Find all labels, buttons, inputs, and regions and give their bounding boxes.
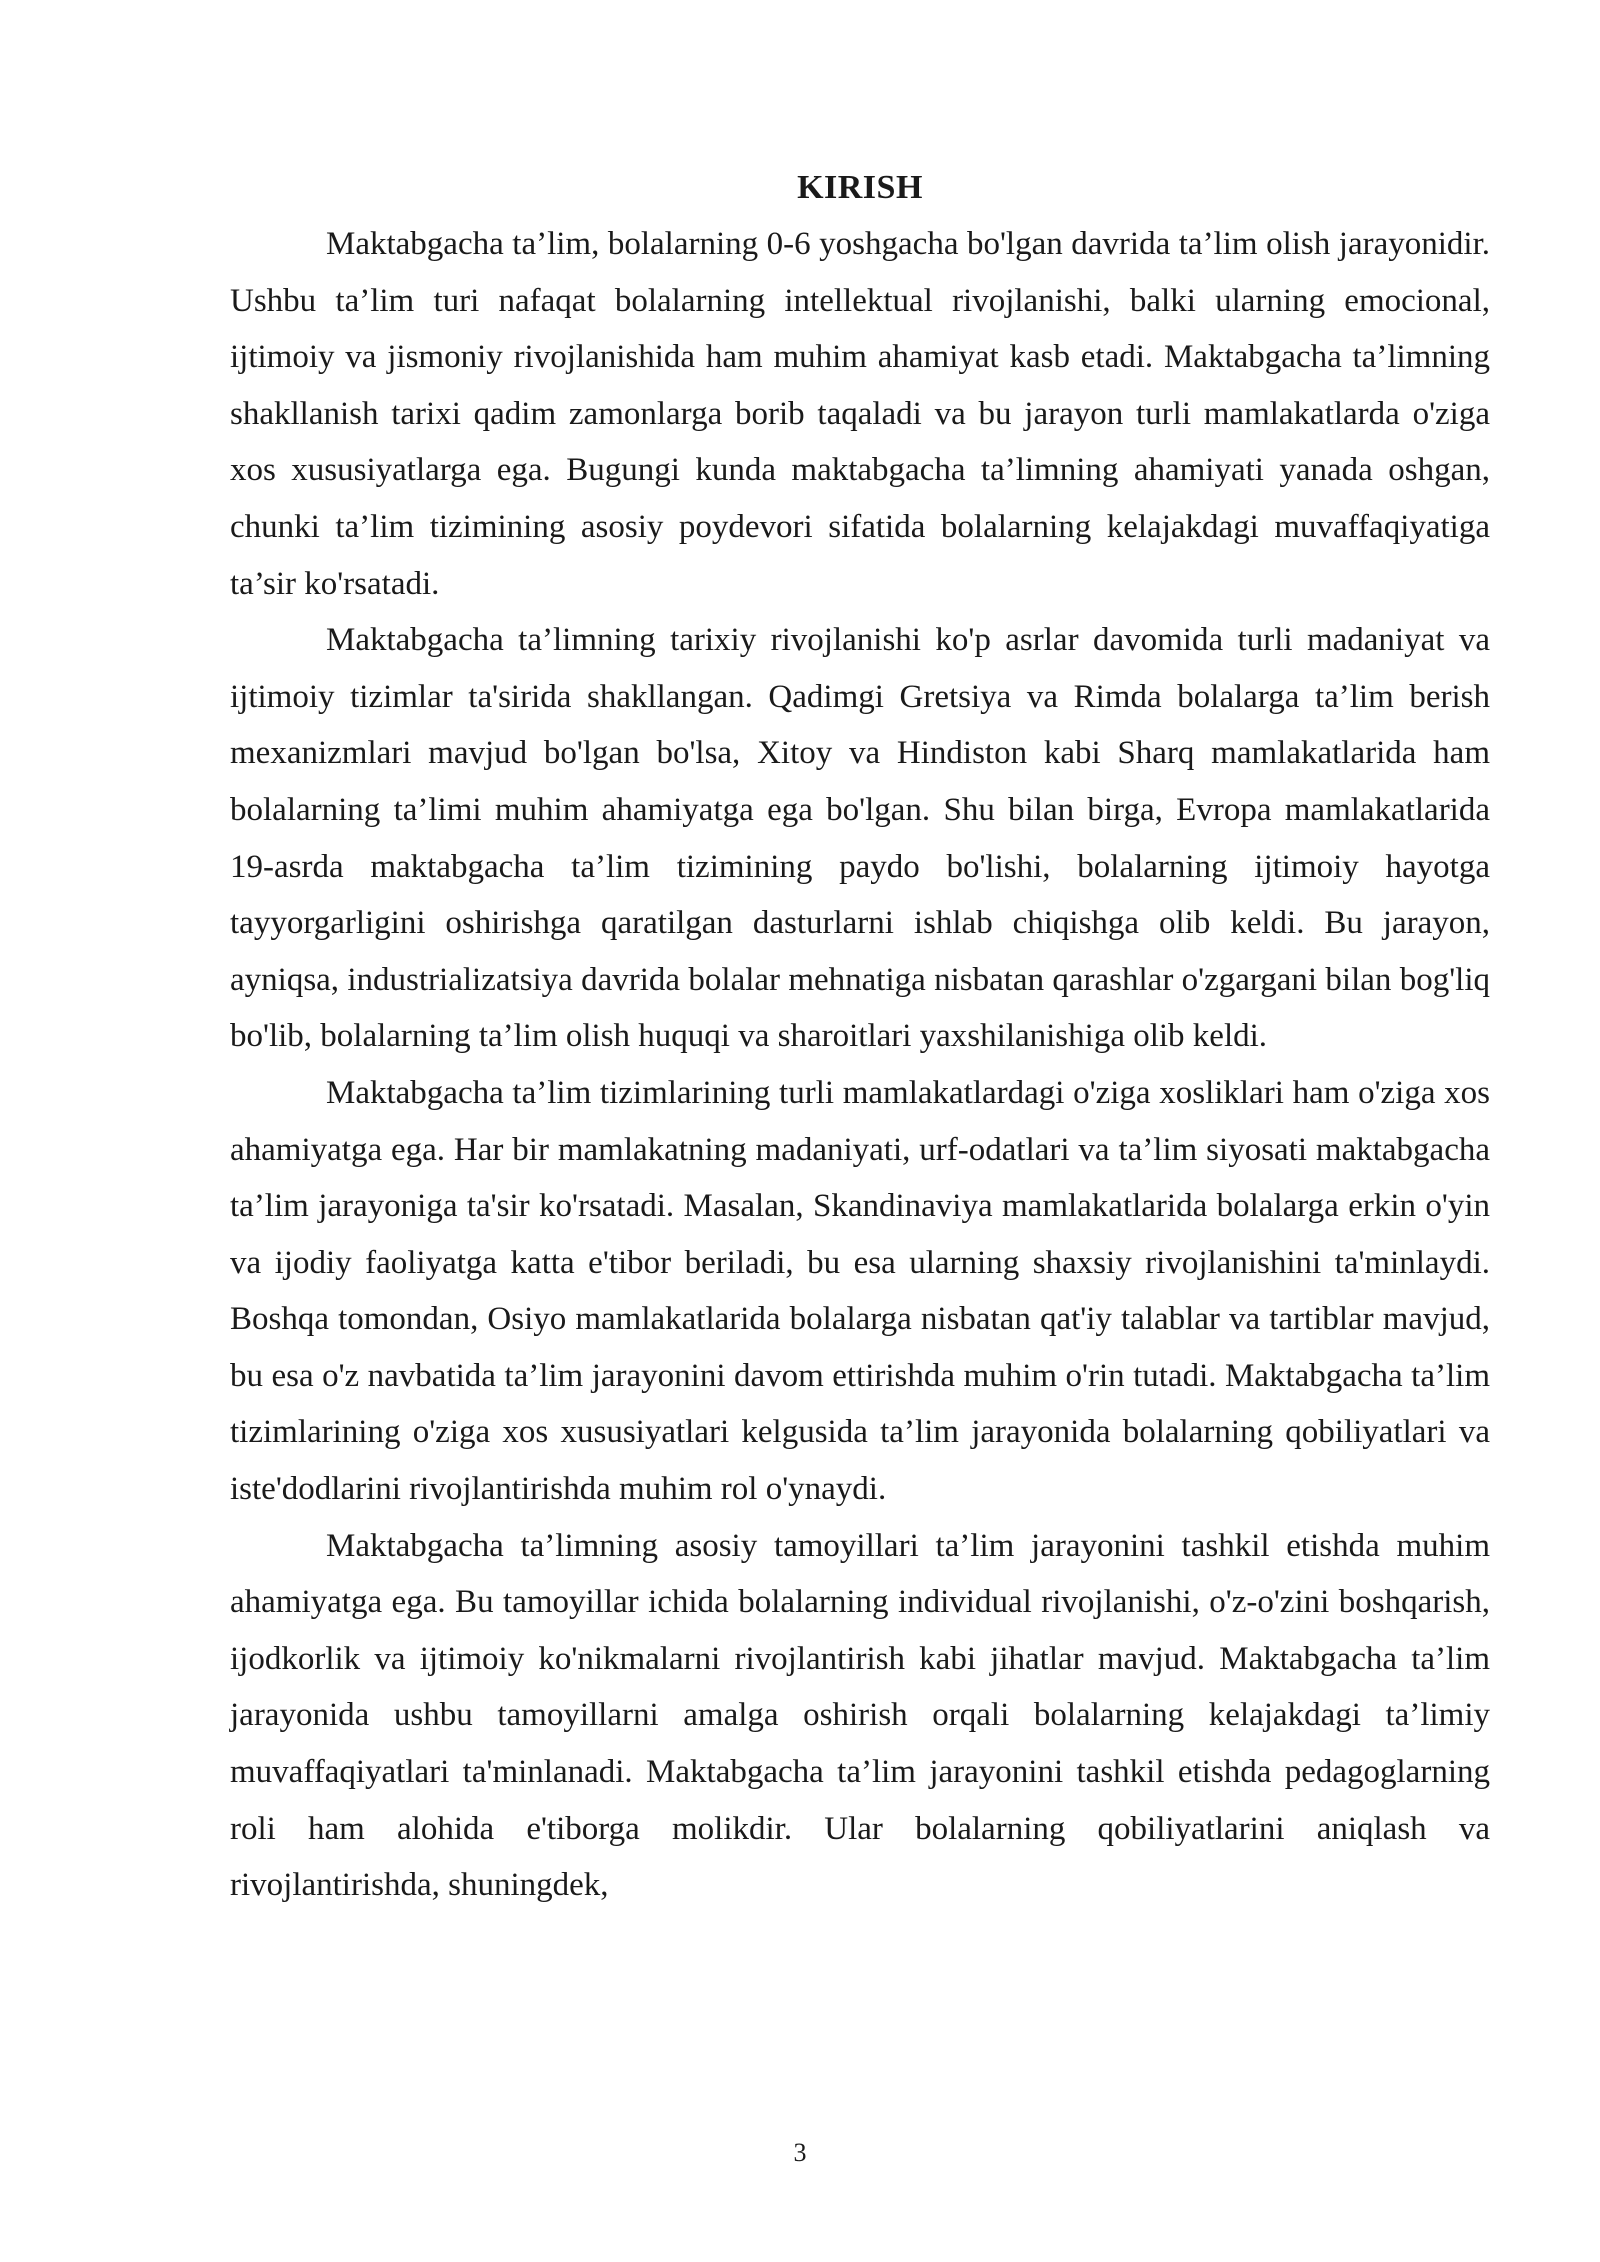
paragraph-4: Maktabgacha ta’limning asosiy tamoyillari ta’lim jarayonini tashkil etishda muhim ahamiyatga ega. Bu tamoyillar ichida bolalarning individual rivojlanishi, o'z-o'zini boshqarish, ijodkorlik va ijtimoiy ko'nikmalarni rivojlantirish kabi jihatlar mavjud. Maktabgacha ta’lim jarayonida ushbu tamoyillarni amalga oshirish orqali bolalarning kelajakdagi ta’limiy muvaffaqiyatlari ta'minlanadi. Maktabgacha ta’lim jarayonini tashkil etishda pedagoglarning roli ham alohida e'tiborga molikdir. Ular bolalarning qobiliyatlarini aniqlash va rivojlantirishda, shuningdek, xyxy=(230,1527,1490,1904)
page-content xyxy=(230,160,1490,1914)
paragraph-3: Maktabgacha ta’lim tizimlarining turli mamlakatlardagi o'ziga xosliklari ham o'ziga xos ahamiyatga ega. Har bir mamlakatning madaniyati, urf-odatlari va ta’lim siyosati maktabgacha ta’lim jarayoniga ta'sir ko'rsatadi. Masalan, Skandinaviya mamlakatlarida bolalarga erkin o'yin va ijodiy faoliyatga katta e'tibor beriladi, bu esa ularning shaxsiy rivojlanishini ta'minlaydi. Boshqa tomondan, Osiyo mamlakatlarida bolalarga nisbatan qat'iy talablar va tartiblar mavjud, bu esa o'z navbatida ta’lim jarayonini davom ettirishda muhim o'rin tutadi. Maktabgacha ta’lim tizimlarining o'ziga xos xususiyatlari kelgusida ta’lim jarayonida bolalarning qobiliyatlari va iste'dodlarini rivojlantirishda muhim rol o'ynaydi. xyxy=(230,1074,1490,1508)
paragraph-2: Maktabgacha ta’limning tarixiy rivojlanishi ko'p asrlar davomida turli madaniyat va ijtimoiy tizimlar ta'sirida shakllangan. Qadimgi Gretsiya va Rimda bolalarga ta’lim berish mexanizmlari mavjud bo'lgan bo'lsa, Xitoy va Hindiston kabi Sharq mamlakatlarida ham bolalarning ta’limi muhim ahamiyatga ega bo'lgan. Shu bilan birga, Evropa mamlakatlarida 19-asrda maktabgacha ta’lim tizimining paydo bo'lishi, bolalarning ijtimoiy hayotga tayyorgarligini oshirishga qaratilgan dasturlarni ishlab chiqishga olib keldi. Bu jarayon, ayniqsa, industrializatsiya davrida bolalar mehnatiga nisbatan qarashlar o'zgargani bilan bog'liq bo'lib, bolalarning ta’lim olish huquqi va sharoitlari yaxshilanishiga olib keldi. xyxy=(230,622,1490,1055)
page-number: 3 xyxy=(793,2138,807,2167)
paragraph-1: Maktabgacha ta’lim, bolalarning 0-6 yoshgacha bo'lgan davrida ta’lim olish jarayonidir. Ushbu ta’lim turi nafaqat bolalarning intellektual rivojlanishi, balki ularning emocional, ijtimoiy va jismoniy rivojlanishida ham muhim ahamiyat kasb etadi. Maktabgacha ta’limning shakllanish tarixi qadim zamonlarga borib taqaladi va bu jarayon turli mamlakatlarda o'ziga xos xususiyatlarga ega. Bugungi kunda maktabgacha ta’limning ahamiyati yanada oshgan, chunki ta’lim tizimining asosiy poydevori sifatida bolalarning kelajakdagi muvaffaqiyatiga ta’sir ko'rsatadi. xyxy=(230,226,1490,602)
page-heading: KIRISH xyxy=(797,169,923,206)
